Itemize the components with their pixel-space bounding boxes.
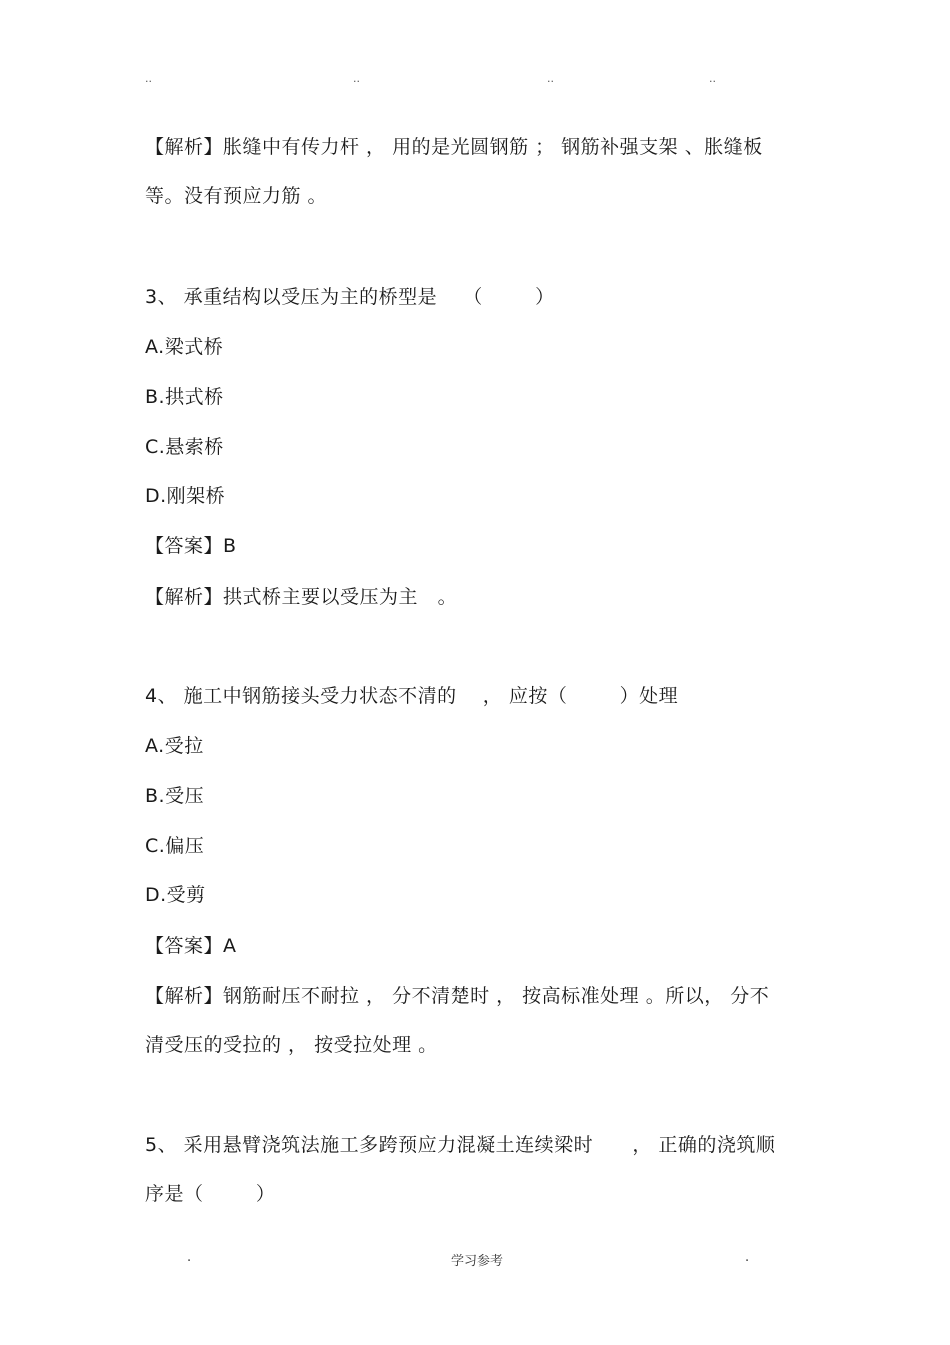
q2-analysis-line2: 等。没有预应力筋 。 [145, 185, 328, 207]
q4-option-a: A.受拉 [145, 735, 204, 757]
q5-question-line2: 序是（ ） [145, 1183, 276, 1205]
header-mark-3: .. [547, 72, 554, 85]
q3-option-b: B.拱式桥 [145, 386, 224, 408]
header-mark-4: .. [709, 72, 716, 85]
q3-option-a: A.梁式桥 [145, 336, 224, 358]
q4-analysis-line2: 清受压的受拉的 ， 按受拉处理 。 [145, 1034, 438, 1056]
header-mark-1: .. [145, 72, 152, 85]
q4-option-c: C.偏压 [145, 835, 205, 857]
q4-option-b: B.受压 [145, 785, 205, 807]
q3-answer: 【答案】B [145, 535, 237, 557]
footer-left-mark: . [187, 1250, 192, 1265]
q3-question: 3、 承重结构以受压为主的桥型是 （ ） [145, 286, 555, 308]
q4-answer: 【答案】A [145, 935, 237, 957]
header-mark-2: .. [353, 72, 360, 85]
q4-analysis-line1: 【解析】钢筋耐压不耐拉 ， 分不清楚时 ， 按高标准处理 。所以， 分不 [145, 985, 770, 1007]
q5-question-line1: 5、 采用悬臂浇筑法施工多跨预应力混凝土连续梁时 ， 正确的浇筑顺 [145, 1134, 776, 1156]
q3-option-d: D.刚架桥 [145, 485, 226, 507]
q4-option-d: D.受剪 [145, 884, 206, 906]
q3-option-c: C.悬索桥 [145, 436, 224, 458]
q2-analysis-line1: 【解析】胀缝中有传力杆 ， 用的是光圆钢筋 ； 钢筋补强支架 、胀缝板 [145, 136, 763, 158]
footer-text: 学习参考 [451, 1254, 504, 1269]
q4-question: 4、 施工中钢筋接头受力状态不清的 ， 应按（ ）处理 [145, 685, 679, 707]
footer-right-mark: . [745, 1250, 750, 1265]
q3-analysis: 【解析】拱式桥主要以受压为主 。 [145, 586, 458, 608]
